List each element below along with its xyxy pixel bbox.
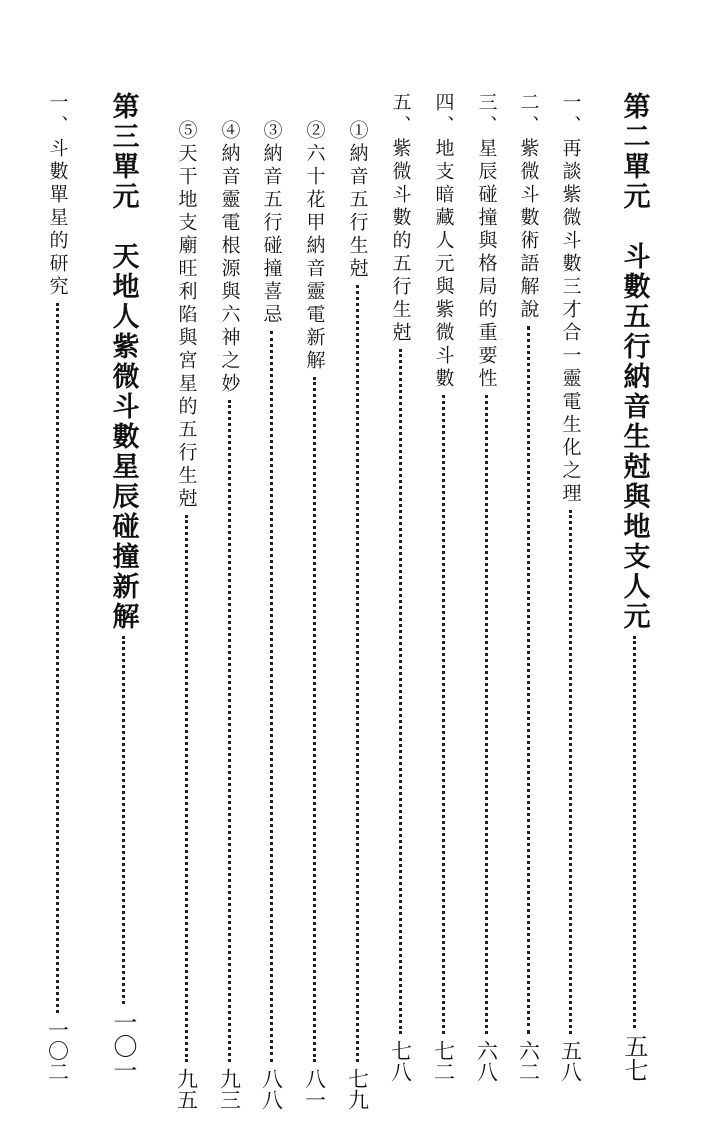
toc-entry-title: 一、再談紫微斗數三才合一靈電生化之理 bbox=[559, 92, 582, 506]
toc-entry-title: ②六十花甲納音靈電新解 bbox=[303, 120, 326, 373]
dot-leader bbox=[56, 303, 59, 1013]
toc-unit-2 bbox=[612, 92, 656, 1082]
toc-unit-title: 第二單元 斗數五行納音生尅與地支人元 bbox=[618, 92, 650, 632]
toc-page-number: 六二 bbox=[516, 1040, 541, 1082]
toc-page-number: 六八 bbox=[474, 1040, 499, 1082]
toc-page-number: 五七 bbox=[620, 1034, 648, 1082]
toc-entry-3 bbox=[469, 92, 503, 1082]
toc-entry-title: 三、星辰碰撞與格局的重要性 bbox=[475, 92, 498, 391]
toc-page-number: 七九 bbox=[345, 1068, 370, 1110]
toc-entry-10 bbox=[169, 120, 203, 1110]
dot-leader bbox=[356, 285, 359, 1062]
toc-entry-title: ④納音靈電根源與六神之妙 bbox=[218, 120, 241, 396]
dot-leader bbox=[399, 349, 402, 1034]
toc-entry-9 bbox=[212, 120, 246, 1110]
dot-leader bbox=[228, 400, 231, 1062]
toc-entry-4 bbox=[426, 92, 460, 1082]
dot-leader bbox=[122, 636, 125, 1004]
toc-entry-8 bbox=[254, 120, 288, 1110]
toc-entry-1 bbox=[553, 92, 587, 1082]
toc-page-number: 七二 bbox=[431, 1040, 456, 1082]
toc-entry-12 bbox=[40, 92, 74, 1082]
toc-entry-6 bbox=[340, 120, 374, 1110]
dot-leader bbox=[185, 515, 188, 1062]
toc-entry-5 bbox=[383, 92, 417, 1082]
toc-page-number: 九三 bbox=[217, 1068, 242, 1110]
toc-entry-title: ③納音五行碰撞喜忌 bbox=[260, 120, 283, 327]
toc-page-number: 七八 bbox=[388, 1040, 413, 1082]
toc-entry-title: ⑤天干地支廟旺利陷與宮星的五行生尅 bbox=[175, 120, 198, 511]
toc-entry-7 bbox=[297, 120, 331, 1110]
toc-page-number: 九五 bbox=[174, 1068, 199, 1110]
dot-leader bbox=[313, 377, 316, 1062]
toc-page-number: 一〇二 bbox=[45, 1019, 70, 1082]
dot-leader bbox=[485, 395, 488, 1034]
toc-entry-title: 二、紫微斗數術語解說 bbox=[517, 92, 540, 322]
dot-leader bbox=[569, 510, 572, 1034]
toc-unit-3 bbox=[101, 92, 145, 1082]
toc-entry-title: 五、紫微斗數的五行生尅 bbox=[389, 92, 412, 345]
toc-entry-title: ①納音五行生尅 bbox=[346, 120, 369, 281]
toc-page-number: 五八 bbox=[558, 1040, 583, 1082]
toc-page-number: 八八 bbox=[259, 1068, 284, 1110]
toc-entry-title: 四、地支暗藏人元與紫微斗數 bbox=[432, 92, 455, 391]
toc-entry-title: 一、斗數單星的研究 bbox=[46, 92, 69, 299]
toc-unit-title: 第三單元 天地人紫微斗數星辰碰撞新解 bbox=[107, 92, 139, 632]
dot-leader bbox=[270, 331, 273, 1062]
toc-entry-2 bbox=[511, 92, 545, 1082]
dot-leader bbox=[633, 636, 636, 1028]
toc-page-number: 八一 bbox=[302, 1068, 327, 1110]
dot-leader bbox=[442, 395, 445, 1034]
dot-leader bbox=[527, 326, 530, 1034]
toc-page-number: 一〇一 bbox=[109, 1010, 137, 1082]
